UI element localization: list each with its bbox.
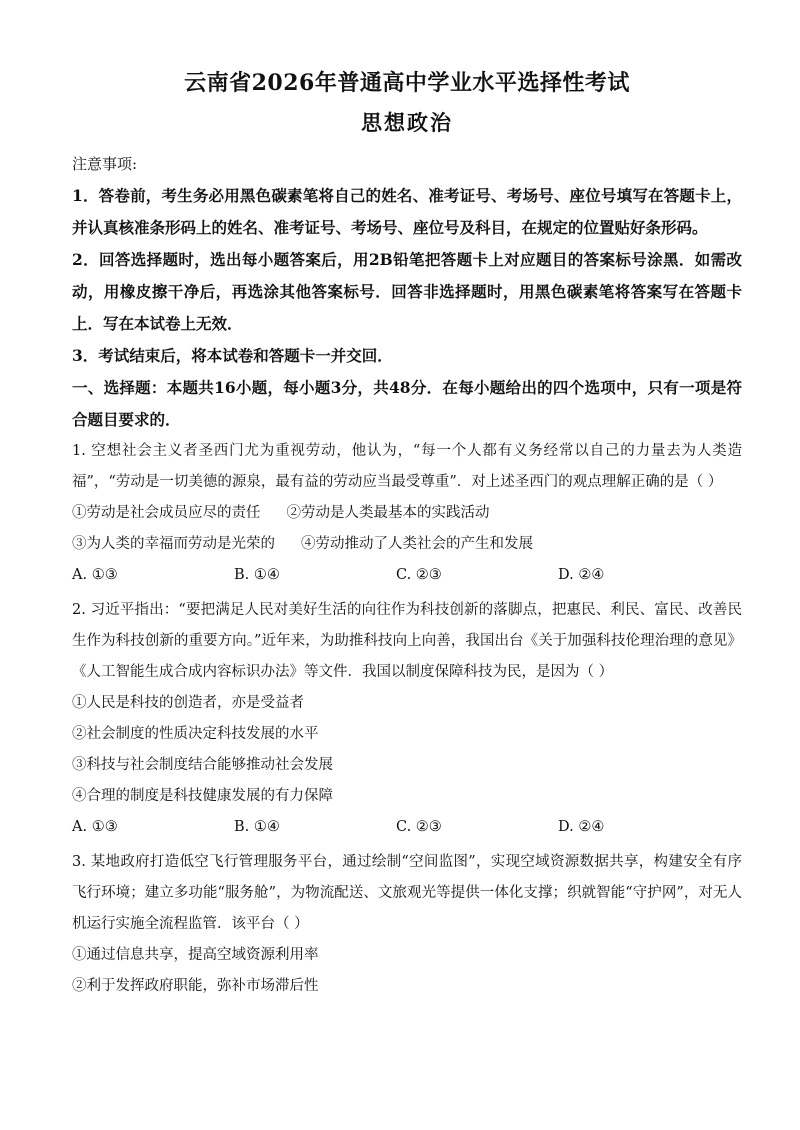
choice-a: A. ①③	[72, 567, 118, 583]
statement: ①通过信息共享，提高空域资源利用率	[72, 947, 319, 963]
choice-row	[72, 812, 742, 843]
statement: ③为人类的幸福而劳动是光荣的	[72, 536, 275, 552]
choice-a: A. ①③	[72, 819, 118, 835]
choice-c: C. ②③	[396, 819, 442, 835]
statement: ④劳动推动了人类社会的产生和发展	[301, 536, 533, 552]
choice-b: B. ①④	[234, 567, 280, 583]
statement: ②利于发挥政府职能，弥补市场滞后性	[72, 978, 319, 994]
statement-row	[72, 529, 742, 560]
statement: ②社会制度的性质决定科技发展的水平	[72, 726, 319, 742]
notes-heading: 注意事项:	[72, 155, 138, 173]
choice-c: C. ②③	[396, 567, 442, 583]
note-item: 2．回答选择题时，选出每小题答案后，用2B铅笔把答题卡上对应题目的答案标号涂黑．如需改动，用橡皮擦干净后，再选涂其他答案标号．回答非选择题时，用黑色碳素笔将答案写在答题卡上．写在本试卷上无效．	[72, 250, 742, 333]
subject-title: 思想政治	[361, 110, 453, 135]
statement: ④合理的制度是科技健康发展的有力保障	[72, 788, 333, 804]
note-item: 3．考试结束后，将本试卷和答题卡一并交回．	[72, 346, 393, 365]
choice-d: D. ②④	[558, 819, 605, 835]
section-heading: 一、选择题：本题共16小题，每小题3分，共48分．在每小题给出的四个选项中，只有一项是符合题目要求的．	[72, 378, 742, 429]
question-stem: 1. 空想社会主义者圣西门尤为重视劳动，他认为，“每一个人都有义务经常以自己的力量去为人类造福”，“劳动是一切美德的源泉，最有益的劳动应当最受尊重”．对上述圣西门的观点理解正确的是（ ）	[72, 443, 742, 490]
choice-b: B. ①④	[234, 819, 280, 835]
exam-title: 云南省2026年普通高中学业水平选择性考试	[184, 70, 630, 96]
statement: ②劳动是人类最基本的实践活动	[286, 505, 490, 521]
statement: ①人民是科技的创造者，亦是受益者	[72, 695, 304, 711]
statement: ③科技与社会制度结合能够推动社会发展	[72, 757, 333, 773]
choice-d: D. ②④	[558, 567, 605, 583]
question-stem: 2. 习近平指出：“要把满足人民对美好生活的向往作为科技创新的落脚点，把惠民、利民、富民、改善民生作为科技创新的重要方向。”近年来，为助推科技向上向善，我国出台《关于加强科技伦理治理的意见》《人工智能生成合成内容标识办法》等文件．我国以制度保障科技为民，是因为（ ）	[72, 602, 742, 680]
statement-row	[72, 498, 742, 529]
note-item: 1．答卷前，考生务必用黑色碳素笔将自己的姓名、准考证号、考场号、座位号填写在答题卡上，并认真核准条形码上的姓名、准考证号、考场号、座位号及科目，在规定的位置贴好条形码。	[72, 186, 742, 237]
statement: ①劳动是社会成员应尽的责任	[72, 505, 261, 521]
choice-row	[72, 560, 742, 591]
question-stem: 3. 某地政府打造低空飞行管理服务平台，通过绘制“空间监图”，实现空域资源数据共享，构建安全有序飞行环境；建立多功能“服务舱”，为物流配送、文旅观光等提供一体化支撑；织就智能“守护网”，对无人机运行实施全流程监管．该平台（ ）	[72, 854, 742, 932]
